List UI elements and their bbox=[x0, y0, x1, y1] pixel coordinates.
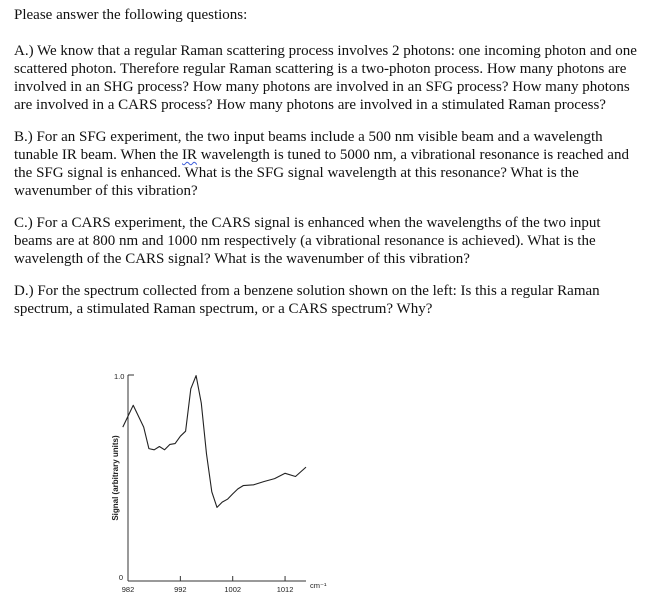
y-tick-top: 1.0 bbox=[114, 372, 125, 381]
question-b bbox=[14, 128, 642, 200]
x-tick-label: 1012 bbox=[276, 585, 294, 594]
question-c bbox=[14, 214, 642, 268]
spectrum-chart bbox=[100, 366, 330, 610]
x-tick-label: 1002 bbox=[224, 585, 242, 594]
x-ticks bbox=[122, 576, 294, 594]
series-line-benzene bbox=[123, 376, 306, 508]
question-c-text: C.) For a CARS experiment, the CARS signal is enhanced when the wavelengths of the two input beams are at 800 nm and 1000 nm respectively (a vibrational resonance is achieved). What is the wavelength of the CARS signal? What is the wavenumber of this vibration? bbox=[14, 215, 601, 267]
y-tick-bottom: 0 bbox=[118, 573, 124, 582]
chart-axes bbox=[128, 375, 306, 581]
x-tick-label: 982 bbox=[121, 585, 135, 594]
question-a bbox=[14, 42, 642, 114]
question-a-text: A.) We know that a regular Raman scattering process involves 2 photons: one incoming photon and one scattered photon. Therefore regular Raman scattering is a two-photon process. How many photons are involved in an SHG process? How many photons are involved in an SFG process? How many photons are involved in a CARS process? How many photons are involved in a stimulated Raman process? bbox=[14, 43, 637, 113]
series-layer bbox=[123, 376, 306, 508]
x-unit-label: cm⁻¹ bbox=[310, 581, 327, 590]
question-b-part1: B.) For an SFG experiment, the two input beams include a 500 nm visible beam and a wavelength tunable IR beam. When the bbox=[14, 129, 603, 163]
question-d bbox=[14, 282, 642, 318]
intro-text: Please answer the following questions: bbox=[14, 7, 248, 23]
spellcheck-word: IR bbox=[182, 147, 198, 163]
y-axis-label: Signal (arbitrary units) bbox=[111, 435, 120, 521]
document bbox=[14, 6, 642, 332]
question-b-part2: wavelength is tuned to 5000 nm, a vibrational resonance is reached and the SFG signal is enhanced. What is the SFG signal wavelength at this resonance? What is the wavenumber of this vibration? bbox=[14, 147, 629, 199]
question-b-text bbox=[14, 128, 642, 200]
benzene-spectrum-figure bbox=[100, 366, 330, 610]
x-tick-label: 992 bbox=[174, 585, 187, 594]
question-d-text: D.) For the spectrum collected from a benzene solution shown on the left: Is this a regular Raman spectrum, a stimulated Raman spectrum, or a CARS spectrum? Why? bbox=[14, 283, 600, 317]
